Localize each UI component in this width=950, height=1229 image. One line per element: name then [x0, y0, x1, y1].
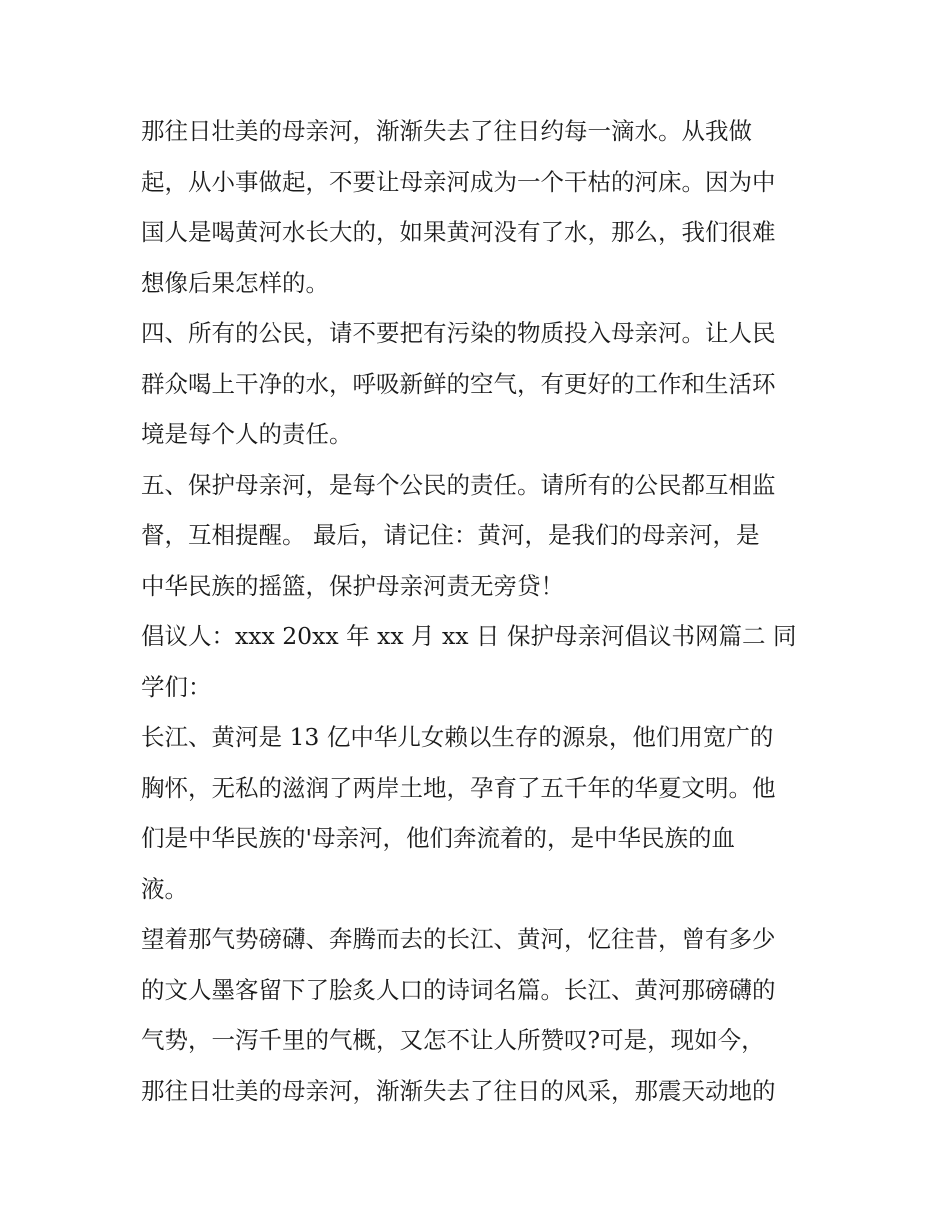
- text-line: 倡议人：xxx 20xx 年 xx 月 xx 日 保护母亲河倡议书网篇二 同: [141, 622, 797, 650]
- text-line: 长江、黄河是 13 亿中华儿女赖以生存的源泉，他们用宽广的: [141, 723, 774, 751]
- text-line: 望着那气势磅礴、奔腾而去的长江、黄河，忆往昔，曾有多少: [141, 925, 776, 953]
- text-line: 五、保护母亲河，是每个公民的责任。请所有的公民都互相监: [141, 470, 776, 499]
- text-line: 中华民族的摇篮，保护母亲河责无旁贷！: [141, 571, 564, 600]
- text-line: 国人是喝黄河水长大的，如果黄河没有了水，那么，我们很难: [141, 218, 776, 246]
- body-text: [141, 106, 821, 1116]
- text-line: 气势，一泻千里的气概，又怎不让人所赞叹?可是，现如今，: [141, 1026, 765, 1054]
- text-line: 起，从小事做起，不要让母亲河成为一个干枯的河床。因为中: [141, 167, 776, 196]
- text-line: 学们：: [141, 672, 212, 701]
- text-line: 那往日壮美的母亲河，渐渐失去了往日的风采，那震天动地的: [141, 1076, 776, 1105]
- text-line: 胸怀，无私的滋润了两岸土地，孕育了五千年的华夏文明。他: [141, 773, 776, 802]
- text-line: 液。: [141, 874, 188, 903]
- text-line: 们是中华民族的'母亲河，他们奔流着的，是中华民族的血: [141, 824, 735, 852]
- text-line: 四、所有的公民，请不要把有污染的物质投入母亲河。让人民: [141, 319, 776, 347]
- text-line: 督，互相提醒。 最后，请记住：黄河，是我们的母亲河，是: [141, 521, 760, 549]
- text-line: 那往日壮美的母亲河，渐渐失去了往日约每一滴水。从我做: [141, 117, 752, 145]
- text-line: 境是每个人的责任。: [141, 420, 353, 448]
- text-line: 想像后果怎样的。: [141, 268, 329, 297]
- text-line: 的文人墨客留下了脍炙人口的诗词名篇。长江、黄河那磅礴的: [141, 975, 776, 1004]
- text-line: 群众喝上干净的水，呼吸新鲜的空气，有更好的工作和生活环: [141, 369, 776, 398]
